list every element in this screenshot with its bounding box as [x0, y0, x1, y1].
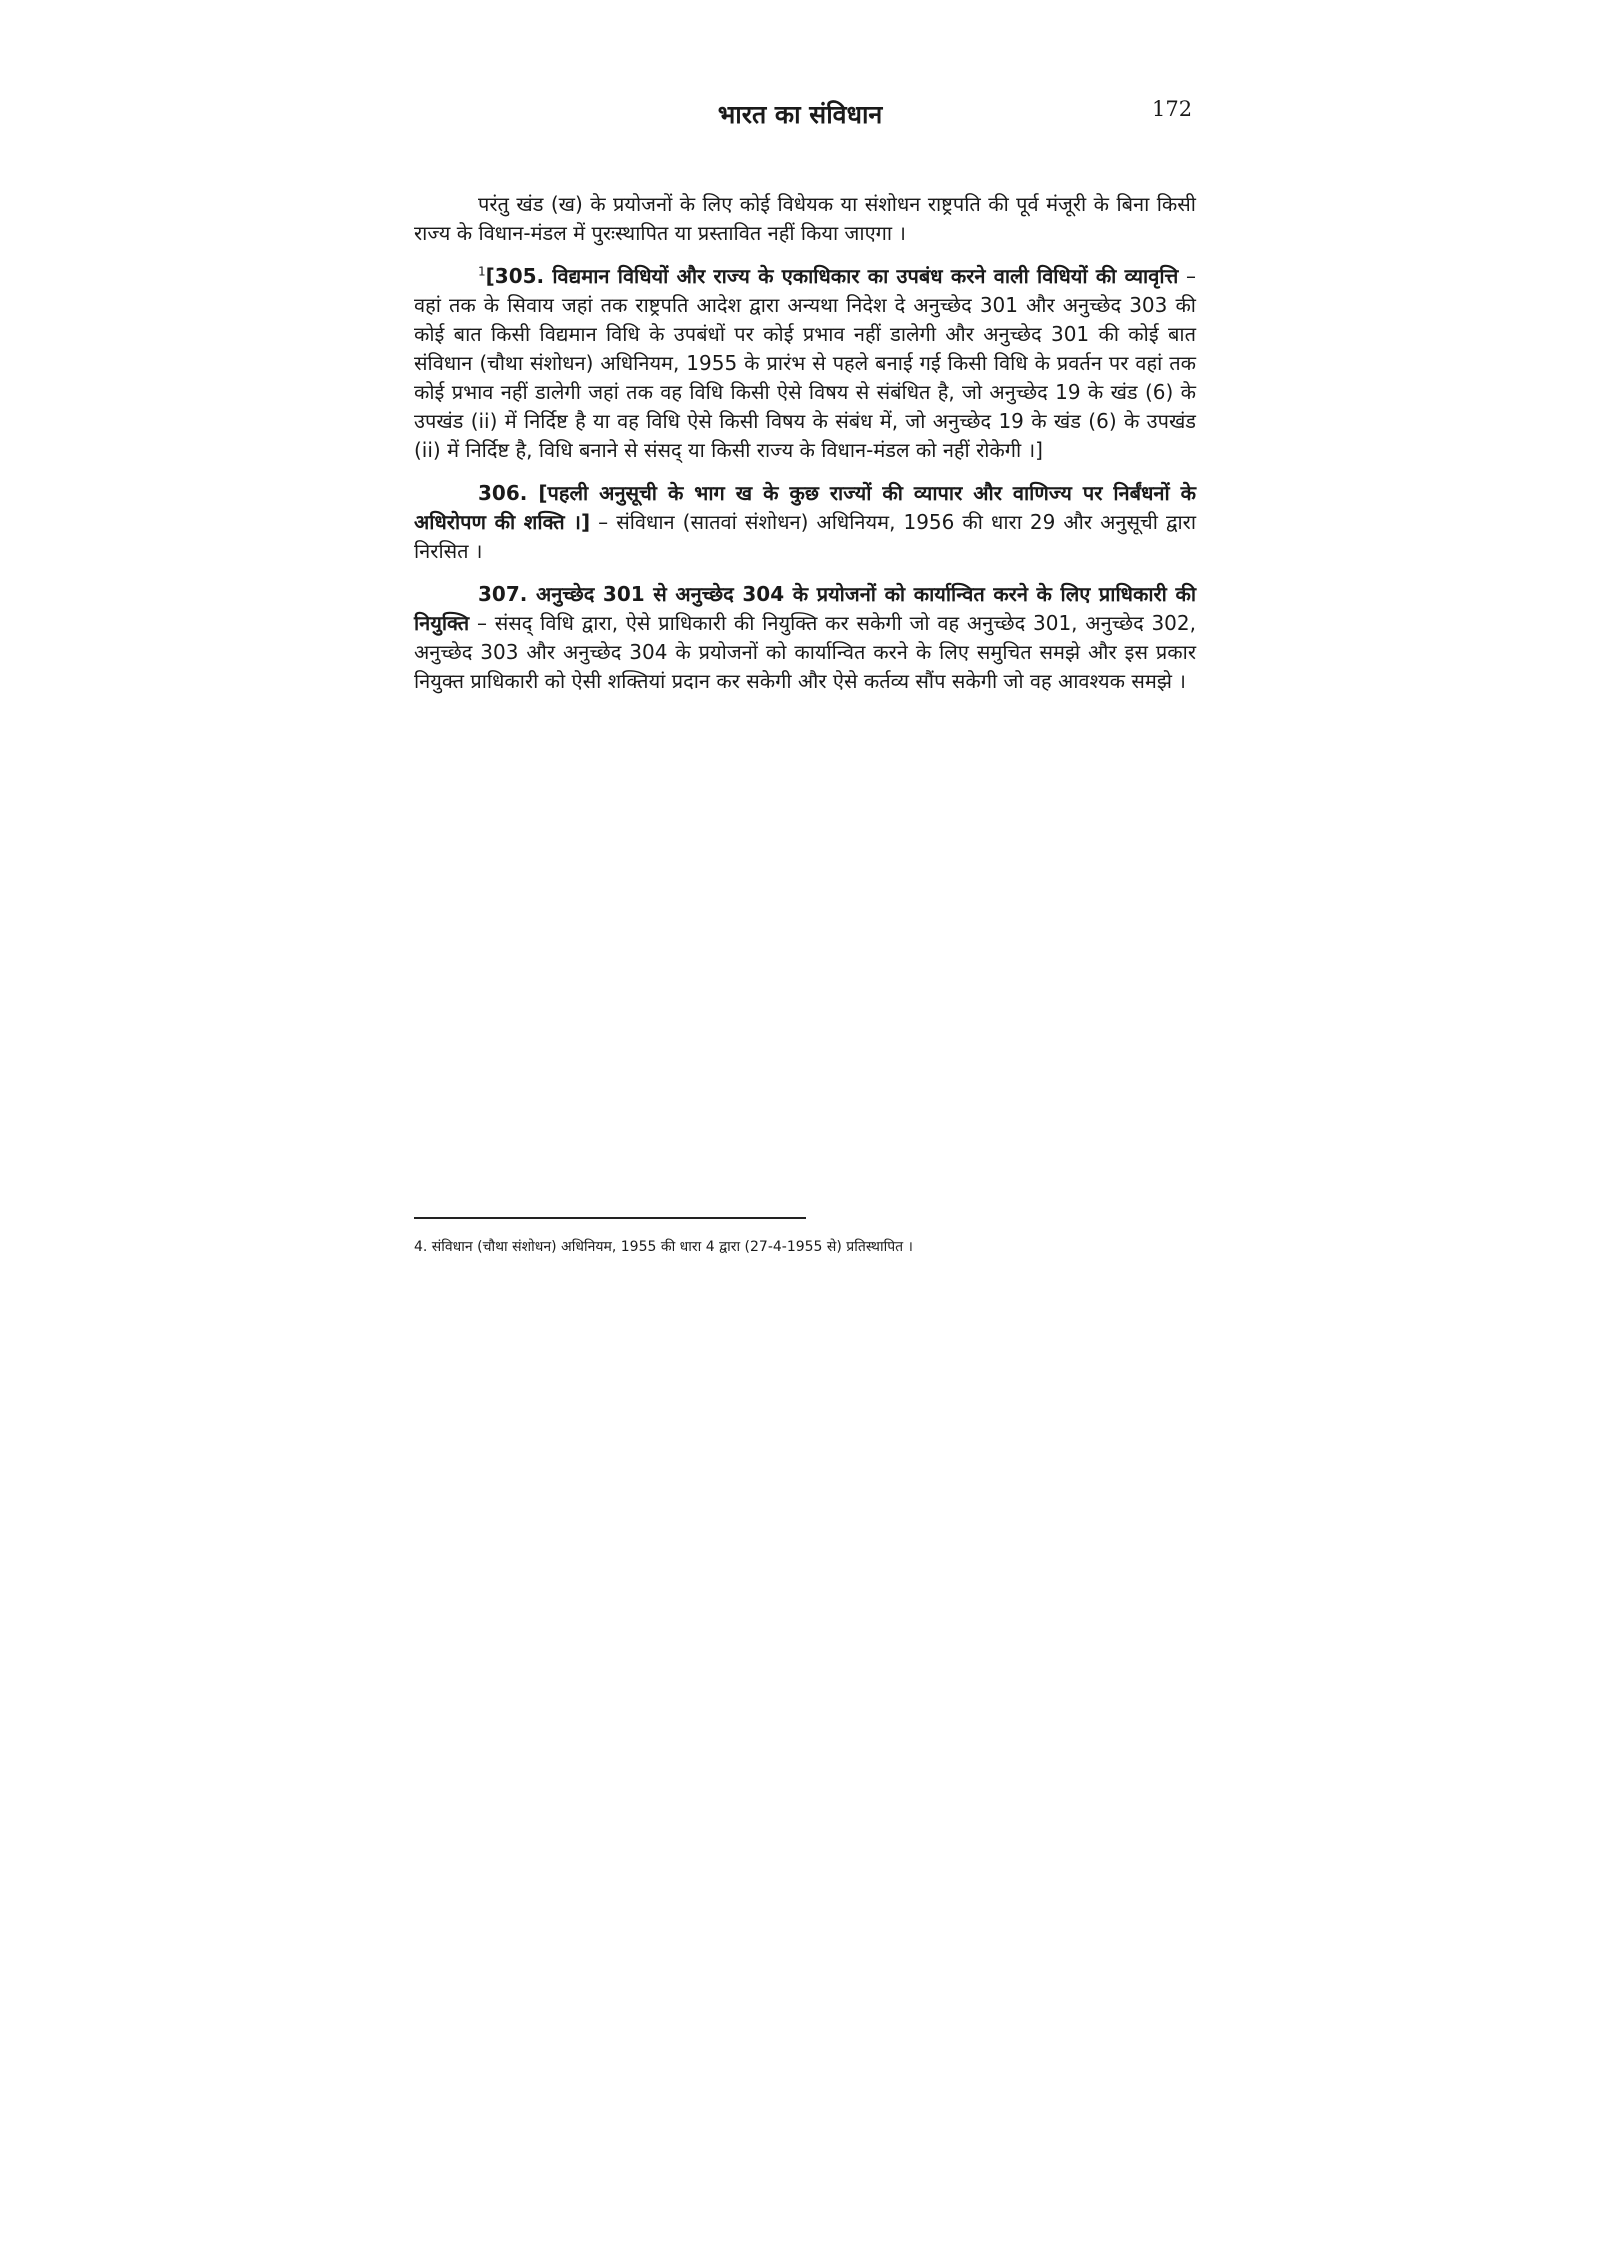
article-heading: [305. विद्यमान विधियों और राज्य के एकाधिकार का उपबंध करने वाली विधियों की व्यावृत्ति	[485, 264, 1179, 288]
page-number: 172	[1152, 97, 1193, 121]
page-title: भारत का संविधान	[717, 100, 883, 129]
footnote-marker: 1	[478, 264, 486, 279]
paragraph-article-307	[414, 580, 1196, 696]
body-text	[414, 190, 1196, 710]
paragraph-text: – संविधान (सातवां संशोधन) अधिनियम, 1956 की धारा 29 और अनुसूची द्वारा निरसित ।	[414, 510, 1196, 563]
paragraph-article-306	[414, 479, 1196, 566]
paragraph-text: परंतु खंड (ख) के प्रयोजनों के लिए कोई विधेयक या संशोधन राष्ट्रपति की पूर्व मंजूरी के बिना किसी राज्य के विधान-मंडल में पुरःस्थापित या प्रस्तावित नहीं किया जाएगा ।	[414, 192, 1196, 245]
paragraph-text: – संसद् विधि द्वारा, ऐसे प्राधिकारी की नियुक्ति कर सकेगी जो वह अनुच्छेद 301, अनुच्छेद 302, अनुच्छेद 303 और अनुच्छेद 304 के प्रयोजनों को कार्यान्वित करने के लिए समुचित समझे और इस प्रकार नियुक्त प्राधिकारी को ऐसी शक्तियां प्रदान कर सकेगी और ऐसे कर्तव्य सौंप सकेगी जो वह आवश्यक समझे ।	[414, 611, 1196, 693]
paragraph-proviso	[414, 190, 1196, 248]
article-heading: 307. अनुच्छेद 301 से अनुच्छेद 304 के प्रयोजनों को कार्यान्वित करने के लिए प्राधिकारी की नियुक्ति	[414, 582, 1196, 635]
article-heading: 306. [पहली अनुसूची के भाग ख के कुछ राज्यों की व्यापार और वाणिज्य पर निर्बंधनों के अधिरोपण की शक्ति ।]	[414, 481, 1196, 534]
footnote: 4. संविधान (चौथा संशोधन) अधिनियम, 1955 की धारा 4 द्वारा (27-4-1955 से) प्रतिस्थापित ।	[414, 1239, 913, 1255]
paragraph-article-305	[414, 262, 1196, 465]
footnote-divider	[414, 1217, 806, 1219]
paragraph-text: – वहां तक के सिवाय जहां तक राष्ट्रपति आदेश द्वारा अन्यथा निदेश दे अनुच्छेद 301 और अनुच्छेद 303 की कोई बात किसी विद्यमान विधि के उपबंधों पर कोई प्रभाव नहीं डालेगी और अनुच्छेद 301 की कोई बात संविधान (चौथा संशोधन) अधिनियम, 1955 के प्रारंभ से पहले बनाई गई किसी विधि के प्रवर्तन पर वहां तक कोई प्रभाव नहीं डालेगी जहां तक वह विधि किसी ऐसे विषय से संबंधित है, जो अनुच्छेद 19 के खंड (6) के उपखंड (ii) में निर्दिष्ट है या वह विधि ऐसे किसी विषय के संबंध में, जो अनुच्छेद 19 के खंड (6) के उपखंड (ii) में निर्दिष्ट है, विधि बनाने से संसद् या किसी राज्य के विधान-मंडल को नहीं रोकेगी ।]	[414, 264, 1196, 462]
